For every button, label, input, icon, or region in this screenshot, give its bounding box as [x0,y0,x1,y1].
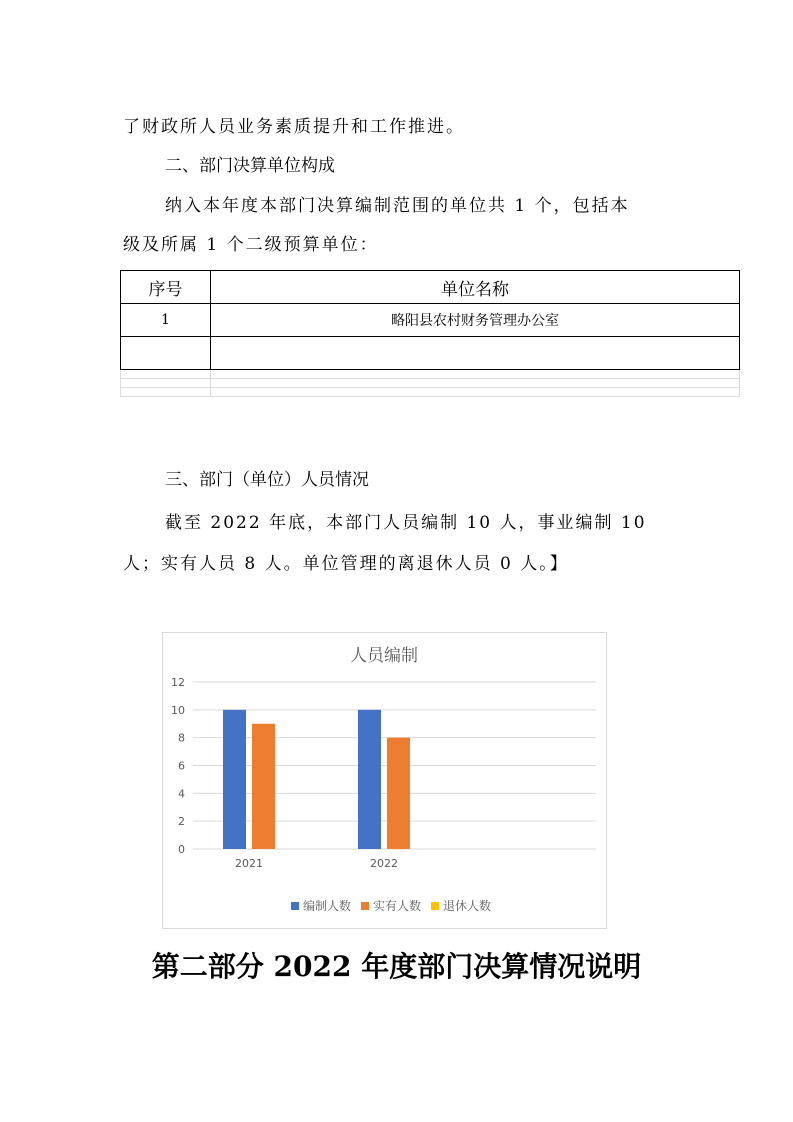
paragraph-line: 截至 2022 年底，本部门人员编制 10 人，事业编制 10 [165,513,647,533]
x-tick-label: 2022 [370,857,398,870]
table-row [121,304,740,337]
unit-table [120,270,740,397]
bar-实有人数-2021 [252,724,275,849]
table-cell-unit-name [211,337,740,370]
table-row [121,337,740,370]
legend-swatch [431,902,439,910]
table-header-row [121,271,740,304]
y-tick-label: 10 [171,703,185,717]
table-row-empty [121,388,740,397]
paragraph-line: 了财政所人员业务素质提升和工作推进。 [123,117,465,137]
table-cell-unit-name: 略阳县农村财务管理办公室 [211,304,740,337]
table-header-index: 序号 [121,271,211,304]
y-tick-label: 2 [178,815,185,829]
table-cell-index [121,337,211,370]
section-heading-unit-composition: 二、部门决算单位构成 [165,156,335,176]
bar-实有人数-2022 [387,738,410,849]
legend-swatch [361,902,369,910]
paragraph-line: 人；实有人员 8 人。单位管理的离退休人员 0 人。】 [123,554,569,574]
paragraph-line: 级及所属 1 个二级预算单位： [123,235,379,255]
bar-编制人数-2022 [358,710,381,849]
y-tick-label: 0 [178,843,185,856]
table-header-unit-name: 单位名称 [211,271,740,304]
table-row-empty [121,379,740,388]
legend-label: 编制人数 [303,899,352,913]
part-title: 第二部分 2022 年度部门决算情况说明 [151,950,642,983]
bar-编制人数-2021 [223,710,246,849]
x-tick-label: 2021 [235,857,263,870]
table-row-empty [121,370,740,379]
table-cell-index: 1 [121,304,211,337]
y-tick-label: 12 [171,676,185,689]
staff-chart [162,632,607,929]
y-tick-label: 4 [178,787,185,801]
legend-label: 实有人数 [373,899,422,913]
legend-label: 退休人数 [443,899,492,913]
legend-swatch [291,902,299,910]
y-tick-label: 6 [178,759,185,773]
paragraph-line: 纳入本年度本部门决算编制范围的单位共 1 个，包括本 [165,196,630,216]
section-heading-staff: 三、部门（单位）人员情况 [165,470,369,490]
staff-chart-svg [163,633,606,928]
chart-title: 人员编制 [350,646,418,666]
y-tick-label: 8 [178,731,185,745]
